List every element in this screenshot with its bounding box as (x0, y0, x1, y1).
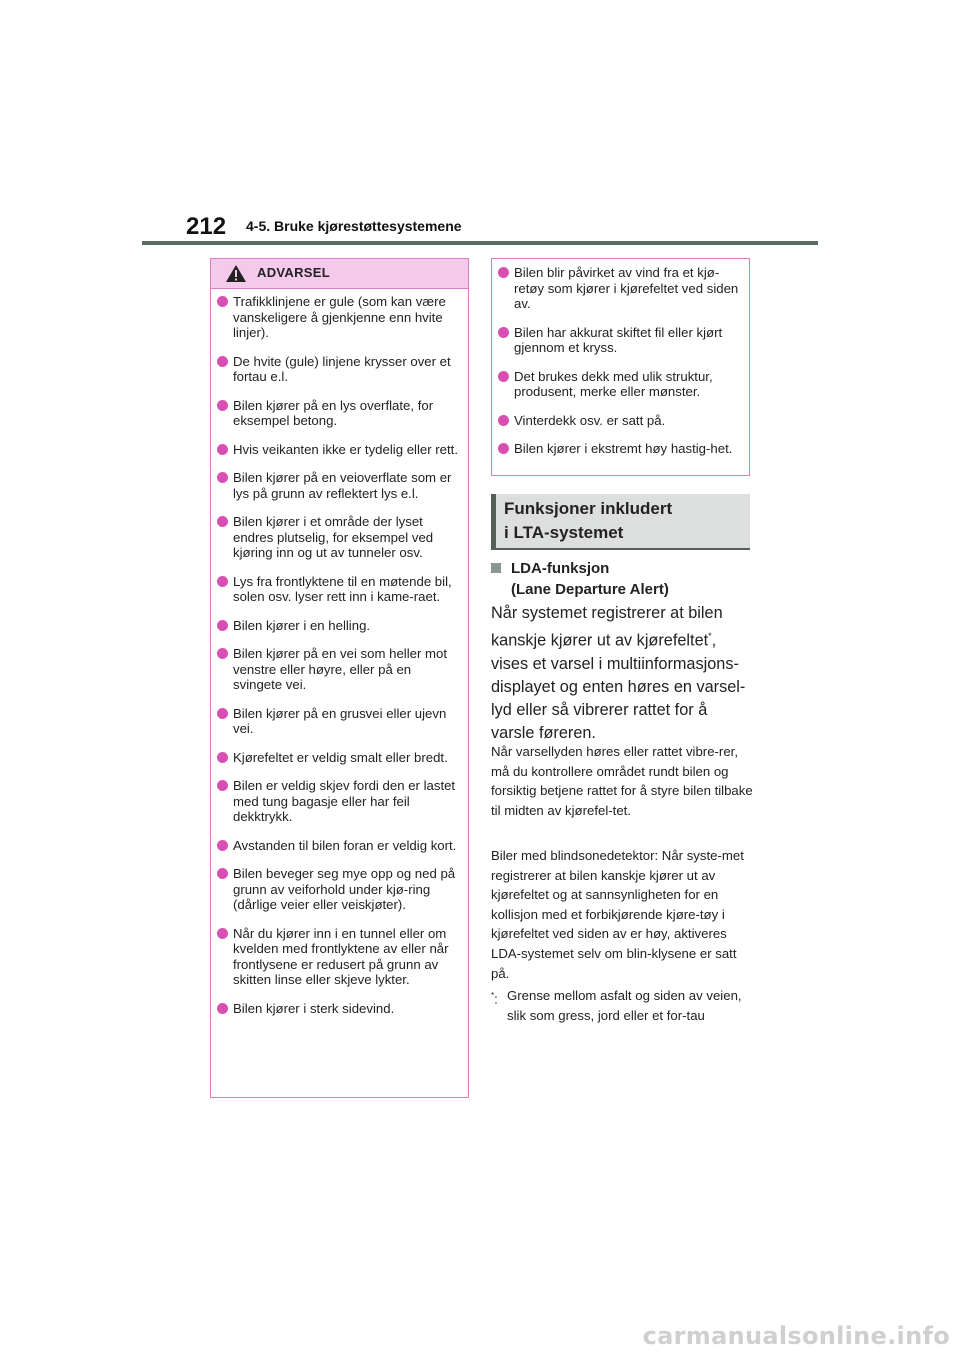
list-item (217, 838, 458, 854)
bullet-icon (217, 296, 228, 307)
header-divider (142, 241, 818, 245)
bullet-icon (217, 840, 228, 851)
list-item (217, 1001, 458, 1017)
item-text: Vinterdekk osv. er satt på. (514, 412, 666, 428)
item-text: Bilen blir påvirket av vind fra et kjø-retøy som kjører i kjørefeltet ved siden av. (514, 265, 739, 311)
bullet-icon (498, 371, 509, 382)
bullet-icon (217, 356, 228, 367)
item-text: Bilen kjører på en lys overflate, for eksempel betong. (233, 397, 434, 428)
item-text: Bilen kjører i ekstremt høy hastig-het. (514, 441, 733, 456)
item-text: Hvis veikanten ikke er tydelig eller rett. (233, 441, 459, 457)
item-text: Bilen kjører i en helling. (233, 617, 371, 633)
bullet-icon (217, 1003, 228, 1014)
footnote-label (491, 986, 498, 1009)
section-title-line2: i LTA-systemet (504, 523, 624, 542)
footnote-text: Grense mellom asfalt og siden av veien, slik som gress, jord eller et for-tau (507, 988, 742, 1023)
item-text: Det brukes dekk med ulik struktur, produsent, merke eller mønster. (514, 368, 713, 399)
bullet-icon (217, 620, 228, 631)
bullet-icon (217, 576, 228, 587)
item-text: Bilen kjører på en grusvei eller ujevn vei. (233, 705, 447, 736)
lead-text-part1: Når systemet registrerer at bilen kanskje kjører ut av kjørefeltet (491, 604, 723, 650)
bullet-icon (217, 648, 228, 659)
item-text: Bilen kjører i et område der lyset endres plutselig, for eksempel ved kjøring inn og ut av tunneler osv. (233, 514, 434, 560)
warning-continuation-box (491, 258, 750, 476)
item-text: Lys fra frontlyktene til en møtende bil, solen osv. lyser rett inn i kame-raet. (233, 573, 452, 604)
list-item (217, 778, 458, 825)
warning-header (211, 259, 468, 289)
item-text: De hvite (gule) linjene krysser over et fortau e.l. (233, 353, 451, 384)
warning-triangle-icon (225, 264, 247, 283)
bullet-icon (217, 472, 228, 483)
bullet-icon (217, 516, 228, 527)
square-bullet-icon (491, 563, 501, 573)
bullet-icon (498, 267, 509, 278)
bullet-icon (498, 415, 509, 426)
footnote (491, 986, 753, 1025)
bullet-icon (217, 780, 228, 791)
list-item (498, 441, 739, 457)
section-title (504, 497, 744, 545)
footnote-marker: * (708, 631, 712, 642)
warning-label: ADVARSEL (257, 265, 330, 280)
list-item (498, 265, 739, 312)
page-number: 212 (186, 213, 227, 240)
page-header (0, 0, 960, 246)
bullet-icon (217, 868, 228, 879)
list-item (217, 294, 458, 341)
list-item (498, 413, 739, 429)
bullet-icon (217, 708, 228, 719)
subheading-line1: LDA-funksjon (511, 560, 610, 577)
lead-text-part2: , vises et varsel i multiinformasjons-displayet og enten høres en varsel-lyd eller så vibrerer rattet for å varsle føreren. (491, 631, 746, 743)
subheading-line2: (Lane Departure Alert) (511, 581, 669, 598)
bullet-icon (217, 444, 228, 455)
item-text: Trafikklinjene er gule (som kan være vanskeligere å gjenkjenne enn hvite linjer). (233, 294, 446, 340)
section-title-line1: Funksjoner inkludert (504, 499, 673, 518)
bullet-icon (498, 443, 509, 454)
item-text: Bilen kjører i sterk sidevind. (233, 1000, 395, 1016)
section-heading (491, 494, 750, 550)
list-item (217, 646, 458, 693)
bullet-icon (217, 752, 228, 763)
item-text: Bilen kjører på en vei som heller mot venstre eller høyre, eller på en svingete vei. (233, 646, 448, 692)
list-item (217, 866, 458, 913)
list-item (498, 369, 739, 400)
list-item (217, 442, 458, 458)
list-item (217, 706, 458, 737)
bullet-icon (498, 327, 509, 338)
list-item (217, 574, 458, 605)
footnote-colon: : (494, 991, 498, 1007)
item-text: Avstanden til bilen foran er veldig kort. (233, 837, 457, 853)
list-item (217, 354, 458, 385)
list-item (217, 470, 458, 501)
list-item (217, 618, 458, 634)
footnote-asterisk: * (491, 991, 495, 1000)
bullet-icon (217, 928, 228, 939)
bullet-icon (217, 400, 228, 411)
list-item (217, 398, 458, 429)
section-accent-bar (491, 494, 496, 550)
list-item (217, 514, 458, 561)
body-paragraph-1: Når varsellyden høres eller rattet vibre-rer, må du kontrollere området rundt bilen og forsiktig betjene rattet for å styre bilen tilbake til midten av kjørefel-tet. (491, 744, 753, 818)
item-text: Bilen har akkurat skiftet fil eller kjørt gjennom et kryss. (514, 324, 723, 355)
item-text: Bilen beveger seg mye opp og ned på grunn av veiforhold under kjø-ring (dårlige veier eller veiskjøter). (233, 866, 456, 912)
item-text: Når du kjører inn i en tunnel eller om kvelden med frontlyktene av eller når frontlysene er redusert på grunn av skitten linse eller skjeve lykter. (233, 925, 449, 987)
section-header-title: 4-5. Bruke kjørestøttesystemene (246, 218, 462, 234)
warning-box (210, 258, 469, 1098)
lead-paragraph (491, 602, 753, 746)
subheading-lda (491, 558, 750, 600)
list-item (217, 926, 458, 988)
section-underline (491, 548, 750, 550)
warning-list (211, 289, 468, 1016)
item-text: Kjørefeltet er veldig smalt eller bredt. (233, 749, 448, 765)
watermark: carmanualsonline.info (642, 1322, 950, 1350)
list-item (217, 750, 458, 766)
list-item (498, 325, 739, 356)
item-text: Bilen er veldig skjev fordi den er lastet med tung bagasje eller har feil dekktrykk. (233, 778, 456, 824)
item-text: Bilen kjører på en veioverflate som er lys på grunn av reflektert lys e.l. (233, 470, 452, 501)
body-paragraph-2: Biler med blindsonedetektor: Når syste-met registrerer at bilen kanskje kjører ut av kjørefeltet og at sannsynligheten for en kollisjon med et forbikjørende kjøre-tøy i kjørefeltet ved siden av er høy, aktiveres LDA-systemet selv om blin-klysene er satt på. (491, 848, 744, 981)
